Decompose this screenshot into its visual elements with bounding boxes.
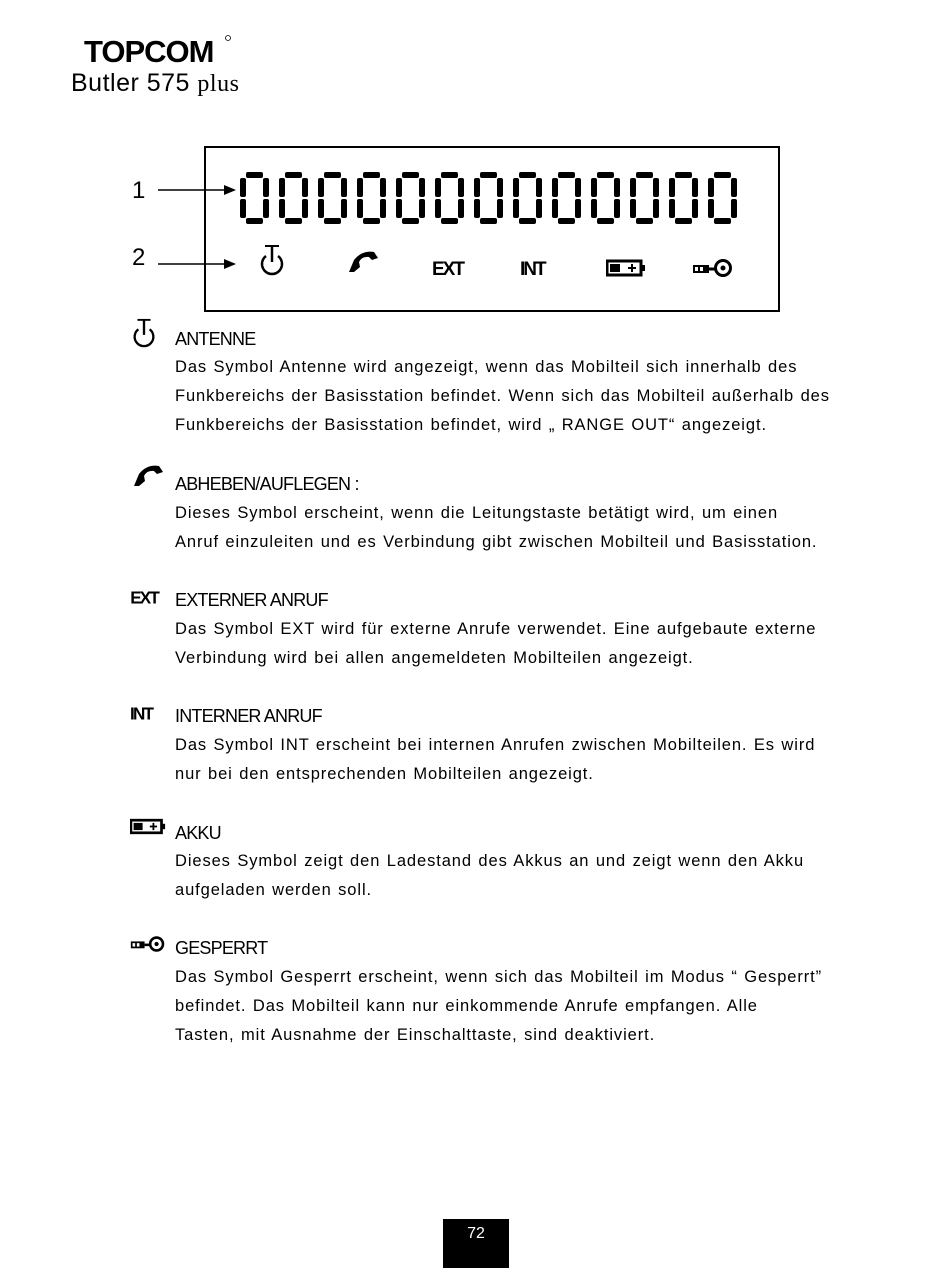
entry-body: [175, 847, 875, 905]
lcd-digit: [357, 172, 386, 224]
ext-icon: [130, 588, 170, 606]
body-line: Funkbereichs der Basisstation befindet. Wenn sich das Mobilteil außerhalb des: [175, 387, 830, 405]
body-line: Das Symbol INT erscheint bei internen Anrufen zwischen Mobilteilen. Es wird: [175, 736, 816, 754]
battery-icon: [606, 259, 646, 277]
entry-heading: ABHEBEN/AUFLEGEN :: [175, 474, 359, 494]
lcd-digit: [279, 172, 308, 224]
svg-text:INT: INT: [520, 259, 545, 278]
ext-icon: [432, 258, 476, 278]
lcd-digit-row: [238, 170, 748, 226]
entry-body: [175, 963, 875, 1050]
callout-1: 1: [132, 177, 146, 204]
svg-text:EXT: EXT: [130, 588, 159, 606]
body-line: Funkbereichs der Basisstation befindet, wird „ RANGE OUT“ angezeigt.: [175, 416, 767, 434]
entry-heading: ANTENNE: [175, 329, 256, 349]
int-icon: [520, 258, 560, 278]
lock-icon: [130, 935, 166, 953]
lock-icon: [692, 258, 734, 278]
handset-icon: [130, 462, 166, 488]
antenna-icon: [258, 244, 286, 276]
lcd-digit: [474, 172, 503, 224]
svg-text:EXT: EXT: [432, 259, 463, 278]
handset-icon: [346, 248, 380, 274]
entry-body: [175, 615, 875, 673]
lcd-digit: [630, 172, 659, 224]
body-line: Anruf einzuleiten und es Verbindung gibt zwischen Mobilteil und Basisstation.: [175, 533, 818, 551]
body-line: Verbindung wird bei allen angemeldeten Mobilteilen angezeigt.: [175, 649, 694, 667]
lcd-digit: [669, 172, 698, 224]
body-line: Tasten, mit Ausnahme der Einschalttaste, sind deaktiviert.: [175, 1026, 656, 1044]
lcd-digit: [552, 172, 581, 224]
body-line: befindet. Das Mobilteil kann nur einkommende Anrufe empfangen. Alle: [175, 997, 758, 1015]
topcom-logo: [82, 30, 252, 70]
model-text: Butler 575: [71, 69, 190, 97]
lcd-digit: [435, 172, 464, 224]
body-line: aufgeladen werden soll.: [175, 881, 372, 899]
svg-text:INT: INT: [130, 704, 153, 722]
page-number: 72: [443, 1219, 509, 1268]
body-line: Dieses Symbol zeigt den Ladestand des Akkus an und zeigt wenn den Akku: [175, 852, 805, 870]
entry-body: [175, 731, 875, 789]
antenna-icon: [130, 318, 158, 348]
body-line: nur bei den entsprechenden Mobilteilen angezeigt.: [175, 765, 594, 783]
svg-text:TOPCOM: TOPCOM: [84, 34, 214, 69]
body-line: Dieses Symbol erscheint, wenn die Leitungstaste betätigt wird, um einen: [175, 504, 779, 522]
body-line: Das Symbol EXT wird für externe Anrufe verwendet. Eine aufgebaute externe: [175, 620, 817, 638]
model-name: [71, 68, 239, 99]
callout-2: 2: [132, 244, 146, 271]
lcd-digit: [591, 172, 620, 224]
model-suffix: plus: [197, 71, 240, 97]
entry-heading: INTERNER ANRUF: [175, 706, 322, 726]
entry-heading: EXTERNER ANRUF: [175, 590, 328, 610]
entry-heading: AKKU: [175, 823, 221, 843]
entry-body: [175, 353, 875, 440]
entry-heading: GESPERRT: [175, 938, 268, 958]
lcd-digit: [318, 172, 347, 224]
lcd-digit: [240, 172, 269, 224]
lcd-digit: [396, 172, 425, 224]
lcd-digit: [708, 172, 737, 224]
lcd-digit: [513, 172, 542, 224]
entry-body: [175, 499, 875, 557]
body-line: Das Symbol Gesperrt erscheint, wenn sich das Mobilteil im Modus “ Gesperrt”: [175, 968, 823, 986]
battery-icon: [130, 818, 166, 835]
int-icon: [130, 704, 166, 722]
body-line: Das Symbol Antenne wird angezeigt, wenn das Mobilteil sich innerhalb des: [175, 358, 798, 376]
